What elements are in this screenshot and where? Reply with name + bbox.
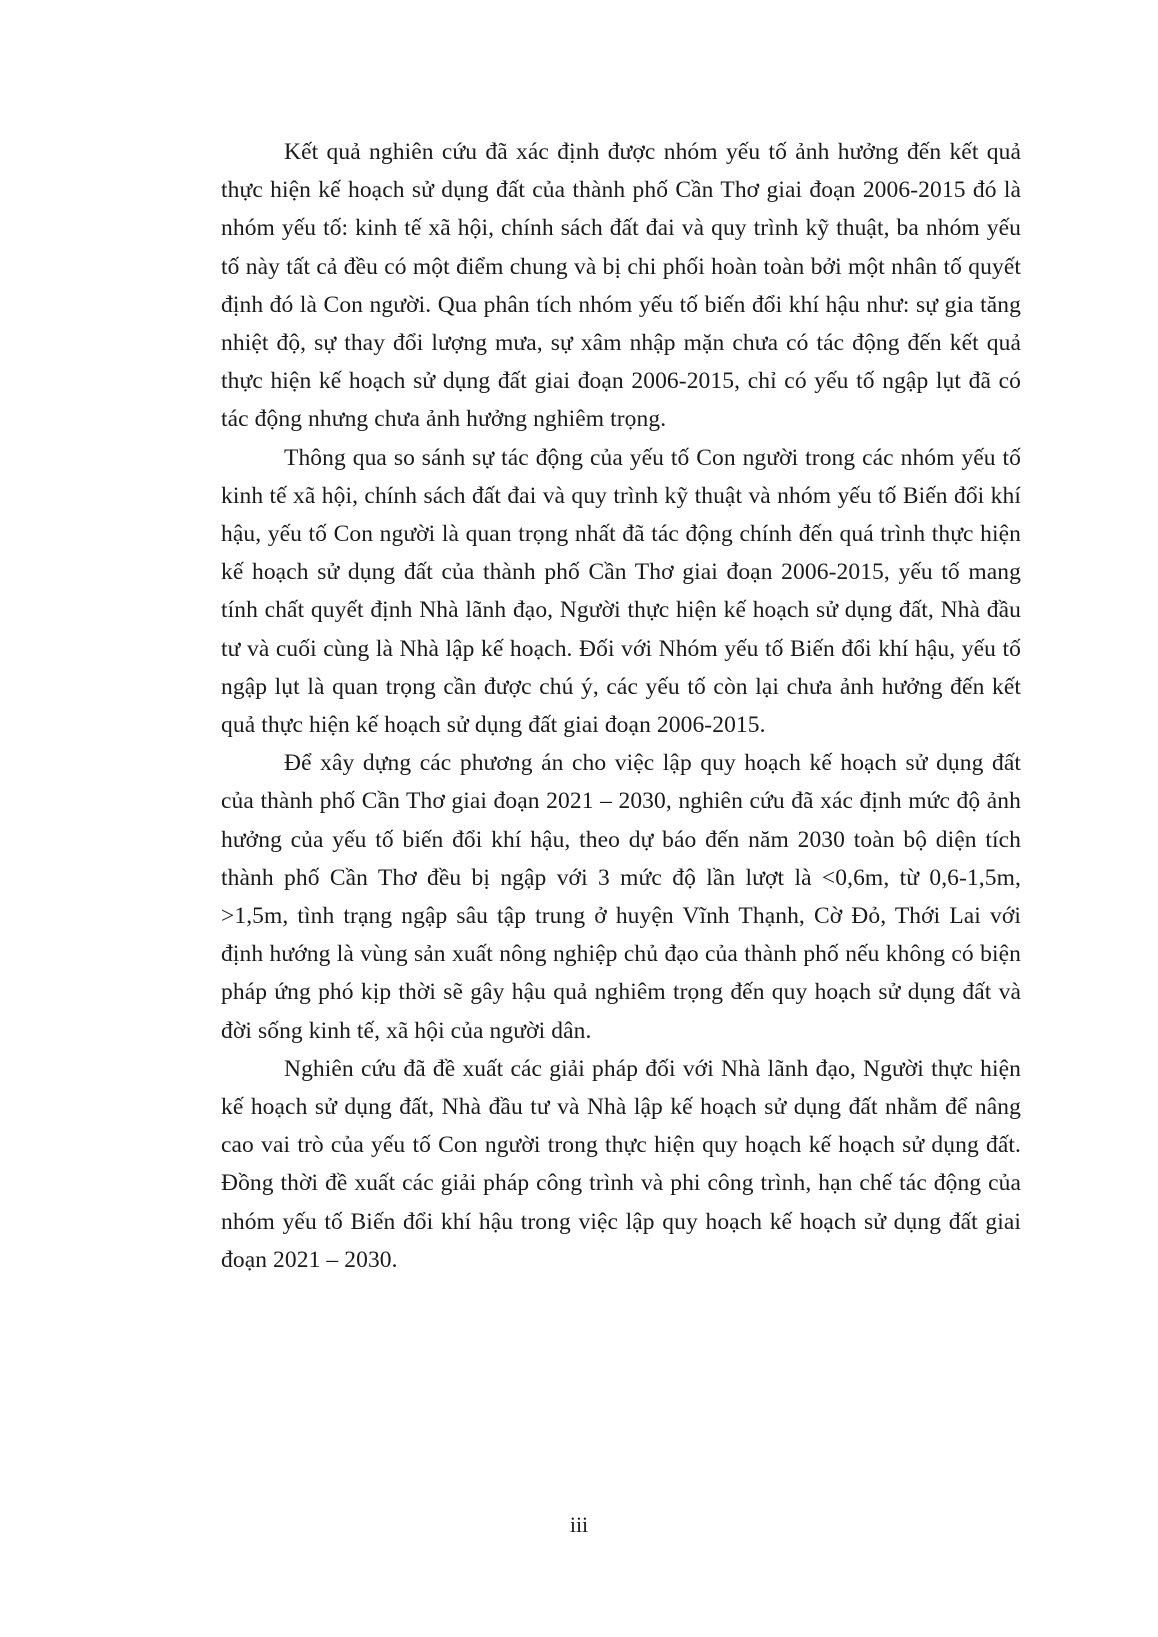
page-number: iii [569, 1512, 589, 1537]
paragraph-2: Thông qua so sánh sự tác động của yếu tố Con người trong các nhóm yếu tố kinh tế xã hội, chính sách đất đai và quy trình kỹ thuật và nhóm yếu tố Biến đổi khí hậu, yếu tố Con người là quan trọng nhất đã tác động chính đến quá trình thực hiện kế hoạch sử dụng đất của thành phố Cần Thơ giai đoạn 2006-2015, yếu tố mang tính chất quyết định Nhà lãnh đạo, Người thực hiện kế hoạch sử dụng đất, Nhà đầu tư và cuối cùng là Nhà lập kế hoạch. Đối với Nhóm yếu tố Biến đổi khí hậu, yếu tố ngập lụt là quan trọng cần được chú ý, các yếu tố còn lại chưa ảnh hưởng đến kết quả thực hiện kế hoạch sử dụng đất giai đoạn 2006-2015. [221, 444, 1021, 739]
paragraph-3: Để xây dựng các phương án cho việc lập quy hoạch kế hoạch sử dụng đất của thành phố Cần Thơ giai đoạn 2021 – 2030, nghiên cứu đã xác định mức độ ảnh hưởng của yếu tố biến đổi khí hậu, theo dự báo đến năm 2030 toàn bộ diện tích thành phố Cần Thơ đều bị ngập với 3 mức độ lần lượt là <0,6m, từ 0,6-1,5m, >1,5m, tình trạng ngập sâu tập trung ở huyện Vĩnh Thạnh, Cờ Đỏ, Thới Lai với định hướng là vùng sản xuất nông nghiệp chủ đạo của thành phố nếu không có biện pháp ứng phó kịp thời sẽ gây hậu quả nghiêm trọng đến quy hoạch sử dụng đất và đời sống kinh tế, xã hội của người dân. [221, 750, 1021, 1044]
body-text [221, 133, 1021, 1279]
paragraph-4: Nghiên cứu đã đề xuất các giải pháp đối với Nhà lãnh đạo, Người thực hiện kế hoạch sử dụng đất, Nhà đầu tư và Nhà lập kế hoạch sử dụng đất nhằm để nâng cao vai trò của yếu tố Con người trong thực hiện quy hoạch kế hoạch sử dụng đất. Đồng thời đề xuất các giải pháp công trình và phi công trình, hạn chế tác động của nhóm yếu tố Biến đổi khí hậu trong việc lập quy hoạch kế hoạch sử dụng đất giai đoạn 2021 – 2030. [221, 1055, 1021, 1273]
paragraph-1: Kết quả nghiên cứu đã xác định được nhóm yếu tố ảnh hưởng đến kết quả thực hiện kế hoạch sử dụng đất của thành phố Cần Thơ giai đoạn 2006-2015 đó là nhóm yếu tố: kinh tế xã hội, chính sách đất đai và quy trình kỹ thuật, ba nhóm yếu tố này tất cả đều có một điểm chung và bị chi phối hoàn toàn bởi một nhân tố quyết định đó là Con người. Qua phân tích nhóm yếu tố biến đổi khí hậu như: sự gia tăng nhiệt độ, sự thay đổi lượng mưa, sự xâm nhập mặn chưa có tác động đến kết quả thực hiện kế hoạch sử dụng đất giai đoạn 2006-2015, chỉ có yếu tố ngập lụt đã có tác động nhưng chưa ảnh hưởng nghiêm trọng. [221, 139, 1021, 433]
